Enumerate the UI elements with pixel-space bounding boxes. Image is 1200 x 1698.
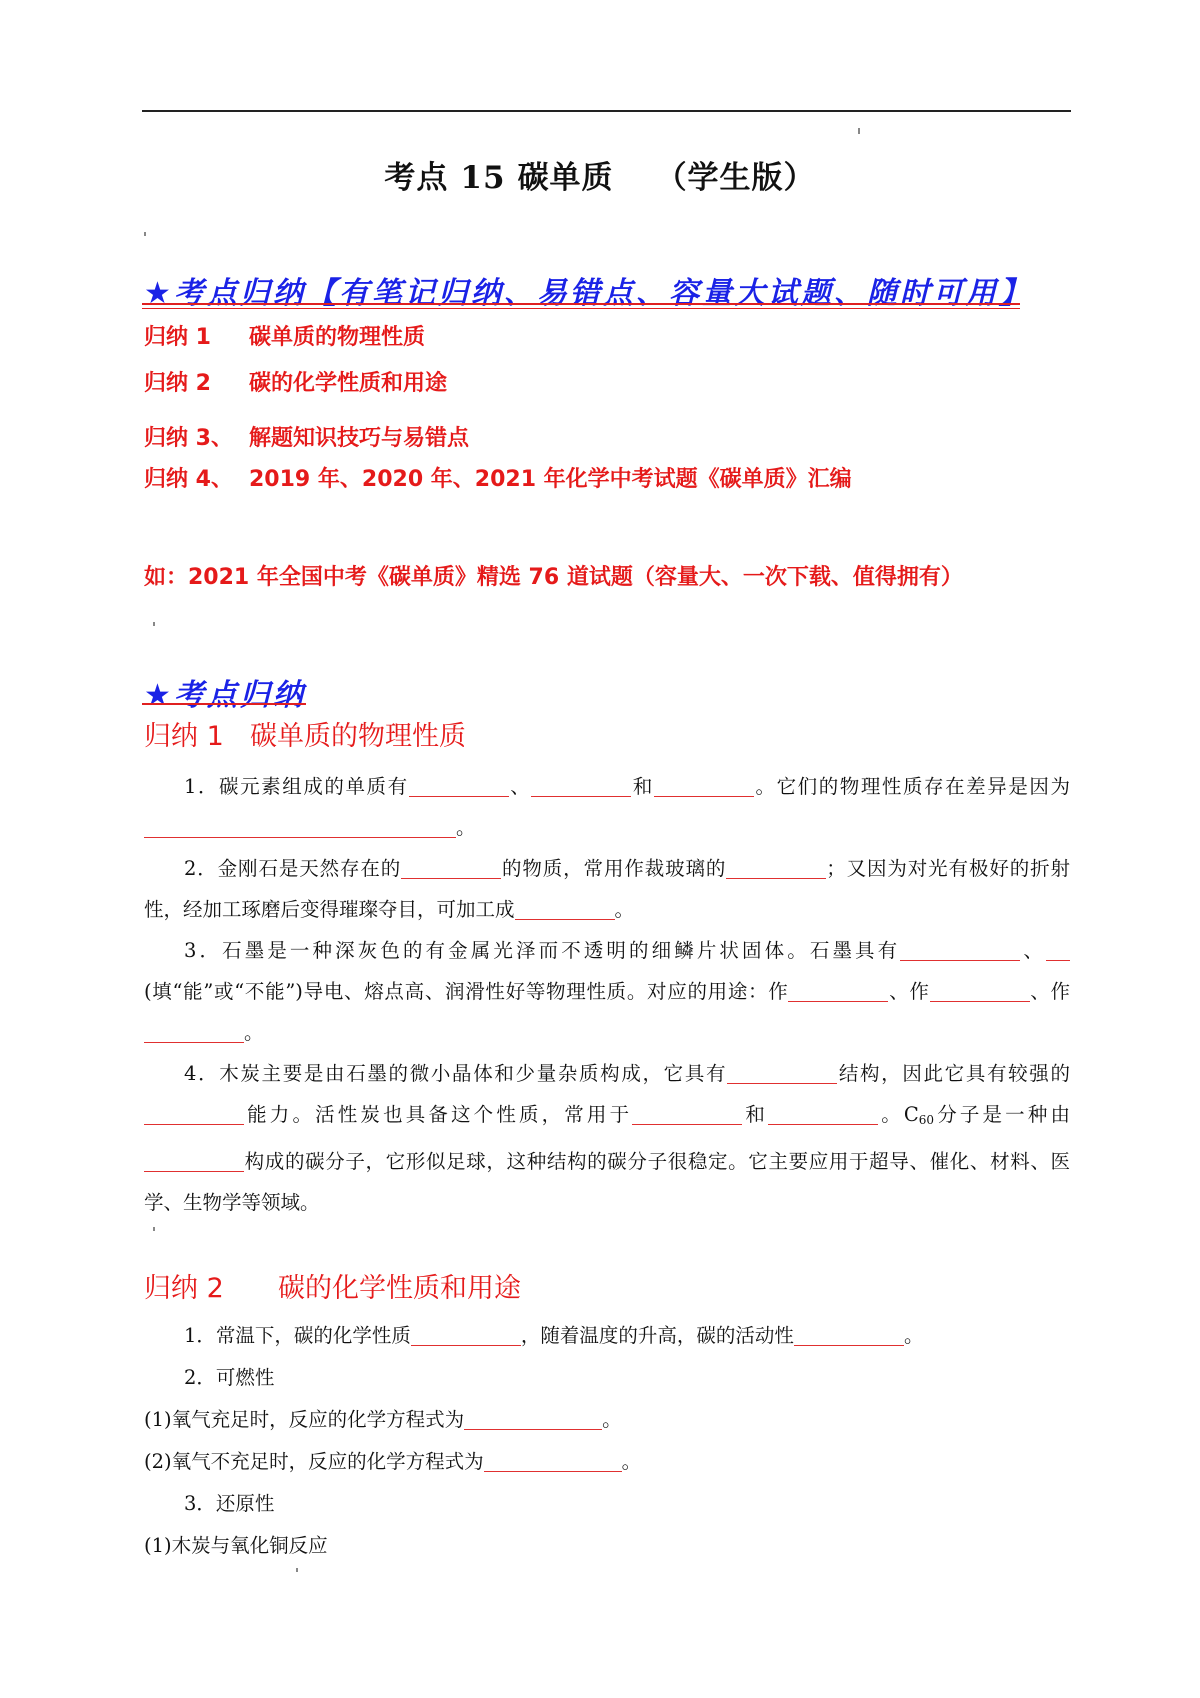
banner-sub: ★考点归纳 — [144, 678, 306, 713]
answer-blank[interactable] — [900, 940, 1020, 961]
header-rule — [142, 110, 1071, 112]
toc-text: 碳单质的物理性质 — [249, 325, 426, 350]
title-number: 15 — [460, 160, 506, 196]
answer-blank[interactable] — [727, 1063, 837, 1084]
answer-blank[interactable] — [144, 1104, 244, 1125]
section-heading-2 — [144, 1266, 521, 1305]
toc-text: 解题知识技巧与易错点 — [249, 426, 470, 451]
margin-mark — [858, 128, 860, 134]
chem-line-4: (2)氧气不充足时，反应的化学方程式为 。 — [144, 1450, 642, 1473]
toc-text: 碳的化学性质和用途 — [249, 371, 448, 396]
section-title: 碳单质的物理性质 — [250, 721, 466, 752]
banner-sub-underline — [142, 703, 306, 705]
toc-text: 2019 年、2020 年、2021 年化学中考试题《碳单质》汇编 — [249, 467, 852, 492]
margin-mark — [296, 1568, 298, 1572]
title-edition: （学生版） — [655, 160, 816, 196]
answer-blank[interactable] — [411, 1325, 521, 1346]
toc-item-2 — [144, 366, 447, 397]
answer-blank[interactable] — [515, 899, 615, 920]
section-title: 碳的化学性质和用途 — [278, 1273, 521, 1304]
answer-blank[interactable] — [144, 1022, 244, 1043]
toc-num: 归纳 1 — [144, 325, 211, 350]
answer-blank[interactable] — [531, 776, 631, 797]
paragraph-2: 2．金刚石是天然存在的 的物质，常用作裁玻璃的 ；又因为对光有极好的折射性，经加工琢磨后变得璀璨夺目，可加工成 。 — [144, 857, 1070, 921]
answer-blank[interactable] — [632, 1104, 742, 1125]
answer-blank[interactable] — [788, 981, 888, 1002]
answer-blank[interactable] — [409, 776, 509, 797]
note-text: 如：2021 年全国中考《碳单质》精选 76 道试题（容量大、一次下载、值得拥有） — [144, 565, 963, 590]
answer-blank[interactable] — [654, 776, 754, 797]
paragraph-4: 4．木炭主要是由石墨的微小晶体和少量杂质构成，它具有 结构，因此它具有较强的能力。活性炭也具备这个性质，常用于 和 。$C_{60}$分子是一种由构成的碳分子，它形似足球，这种结构的碳分子很稳定。它主要应用于超导、催化、材料、医学、生物学等领域。 — [144, 1062, 1070, 1214]
section-num: 归纳 1 — [144, 721, 224, 752]
answer-blank[interactable] — [484, 1451, 622, 1472]
margin-mark — [153, 1227, 155, 1231]
margin-mark — [144, 232, 146, 236]
section-heading-1 — [144, 714, 466, 753]
banner-main: ★考点归纳【有笔记归纳、易错点、容量大试题、随时可用】 — [144, 276, 1032, 311]
chem-line-1: 1．常温下，碳的化学性质 ，随着温度的升高，碳的活动性 。 — [184, 1324, 924, 1347]
chem-line-3: (1)氧气充足时，反应的化学方程式为 。 — [144, 1408, 622, 1431]
chem-line-5: 3．还原性 — [184, 1492, 275, 1515]
toc-num: 归纳 2 — [144, 371, 211, 396]
answer-blank[interactable] — [144, 817, 456, 838]
title-topic: 碳单质 — [517, 160, 614, 196]
chem-line-6: (1)木炭与氧化铜反应 — [144, 1534, 328, 1557]
toc-item-3 — [144, 421, 469, 452]
toc-item-4 — [144, 462, 852, 493]
answer-blank[interactable] — [1046, 940, 1070, 961]
toc-num: 归纳 4、 — [144, 467, 233, 492]
answer-blank[interactable] — [401, 858, 501, 879]
answer-blank[interactable] — [930, 981, 1030, 1002]
answer-blank[interactable] — [794, 1325, 904, 1346]
paragraph-1: 1．碳元素组成的单质有 、 和 。它们的物理性质存在差异是因为。 — [144, 766, 1070, 848]
page-title — [0, 152, 1200, 197]
answer-blank[interactable] — [464, 1409, 602, 1430]
answer-blank[interactable] — [726, 858, 826, 879]
section-num: 归纳 2 — [144, 1273, 224, 1304]
answer-blank[interactable] — [768, 1104, 878, 1125]
toc-item-1 — [144, 320, 425, 351]
answer-blank[interactable] — [144, 1151, 244, 1172]
margin-mark — [153, 622, 155, 626]
chem-line-2: 2．可燃性 — [184, 1366, 275, 1389]
banner-underline — [142, 303, 1020, 305]
download-note — [144, 509, 1068, 601]
paragraph-3: 3．石墨是一种深灰色的有金属光泽而不透明的细鳞片状固体。石墨具有 、(填“能”或“不能”)导电、熔点高、润滑性好等物理性质。对应的用途：作 、作 、作。 — [144, 939, 1070, 1044]
toc-num: 归纳 3、 — [144, 426, 233, 451]
title-prefix: 考点 — [384, 160, 449, 196]
banner-underline-thin — [142, 308, 1020, 309]
